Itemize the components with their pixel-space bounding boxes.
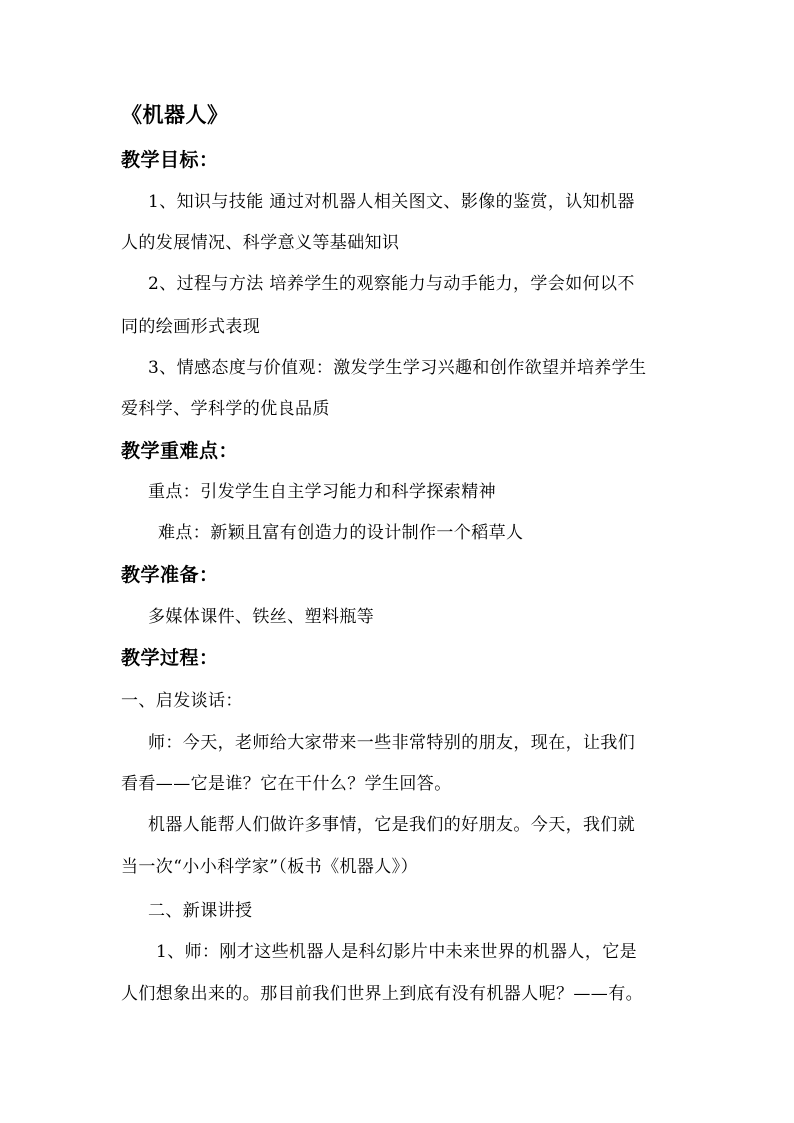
part-1-paragraph-2-line-2: 当一次“小小科学家”（板书《机器人》） <box>121 857 418 877</box>
part-2-heading: 二、新课讲授 <box>148 901 253 921</box>
part-1-heading: 一、启发谈话： <box>121 691 243 711</box>
focus-point: 重点：引发学生自主学习能力和科学探索精神 <box>148 482 496 502</box>
part-2-paragraph-1-line-2: 人们想象出来的。那目前我们世界上到底有没有机器人呢？——有。 <box>121 984 643 1004</box>
part-1-paragraph-1-line-1: 师：今天，老师给大家带来一些非常特别的朋友，现在，让我们 <box>148 733 636 753</box>
part-1-paragraph-2-line-1: 机器人能帮人们做许多事情，它是我们的好朋友。今天，我们就 <box>148 815 636 835</box>
objective-3-line-1: 3、情感态度与价值观：激发学生学习兴趣和创作欲望并培养学生 <box>148 358 647 378</box>
preparation-heading: 教学准备： <box>121 564 219 586</box>
part-1-paragraph-1-line-2: 看看——它是谁？它在干什么？学生回答。 <box>121 774 452 794</box>
part-2-paragraph-1-line-1: 1、师：刚才这些机器人是科幻影片中未来世界的机器人，它是 <box>156 942 638 962</box>
objectives-heading: 教学目标： <box>121 149 219 171</box>
objective-1-line-2: 人的发展情况、科学意义等基础知识 <box>121 233 400 253</box>
preparation-materials: 多媒体课件、铁丝、塑料瓶等 <box>148 607 375 627</box>
document-title: 《机器人》 <box>121 102 229 127</box>
objective-1-line-1: 1、知识与技能 通过对机器人相关图文、影像的鉴赏，认知机器 <box>148 192 635 212</box>
objective-2-line-2: 同的绘画形式表现 <box>121 317 261 337</box>
objective-2-line-1: 2、过程与方法 培养学生的观察能力与动手能力，学会如何以不 <box>148 274 635 294</box>
process-heading: 教学过程： <box>121 647 219 669</box>
key-points-heading: 教学重难点： <box>121 440 239 462</box>
objective-3-line-2: 爱科学、学科学的优良品质 <box>121 399 330 419</box>
difficulty-point: 难点：新颖且富有创造力的设计制作一个稻草人 <box>158 523 524 543</box>
